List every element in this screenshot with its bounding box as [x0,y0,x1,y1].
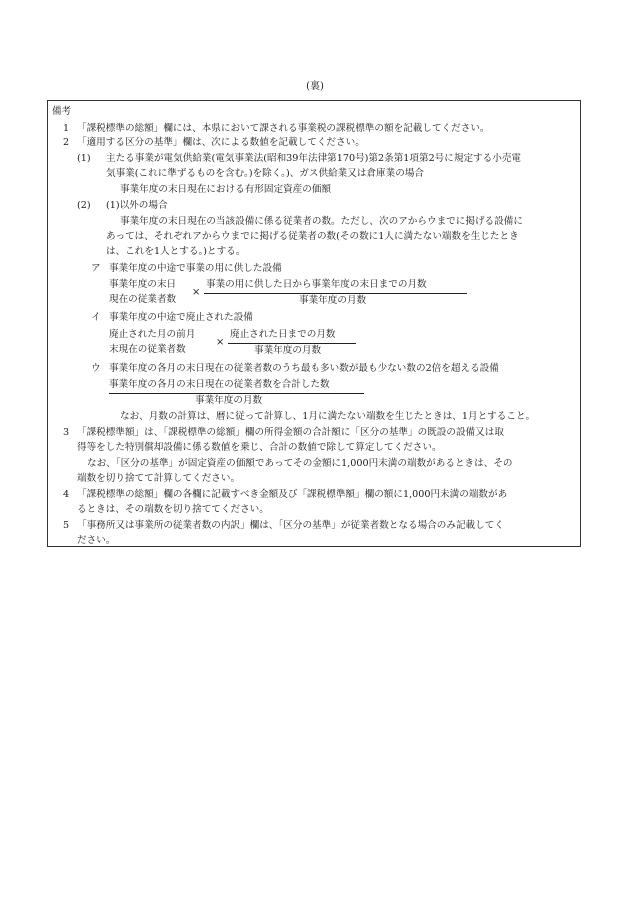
sub-2-text: あっては、それぞれアからウまでに掲げる従業者の数(その数に1人に満たない端数を生じたとき [106,231,519,242]
remarks-heading: 備考 [52,106,72,117]
formula-i-denominator: 事業年度の月数 [254,345,322,356]
sub-number: (2) [77,200,91,211]
formula-i-numerator: 廃止された日までの月数 [230,329,336,340]
sub-1-text: 事業年度の末日現在における有形固定資産の価額 [120,184,332,195]
sub-number: (1) [77,153,91,164]
case-a-text: 事業年度の中途で事業の用に供した設備 [109,263,282,274]
case-mark: ア [91,263,101,274]
case-i-text: 事業年度の中途で廃止された設備 [109,312,253,323]
months-note: なお、月数の計算は、暦に従って計算し、1月に満たない端数を生じたときは、1月とすること。 [120,411,536,422]
remarks-box [47,100,581,547]
item-3-text: 得等をした特別償却設備に係る数値を乗じ、合計の数値で除して算定してください。 [77,442,442,453]
item-number: 3 [63,427,70,438]
formula-i-left: 末現在の従業者数 [109,344,186,355]
sub-1-text: 気事業(これに準ずるものを含む。)を除く。)、ガス供給業又は倉庫業の場合 [106,168,425,179]
item-number: 4 [63,489,70,500]
formula-u-numerator: 事業年度の各月の末日現在の従業者数を合計した数 [109,379,330,390]
item-5-text: 「事務所又は事業所の従業者数の内訳」欄は、「区分の基準」が従業者数となる場合のみ記載してく [77,520,504,531]
formula-u-denominator: 事業年度の月数 [195,395,263,406]
page-label: (裏) [306,81,324,92]
sub-2-heading: (1)以外の場合 [106,200,168,211]
item-number: 1 [63,123,70,134]
case-mark: ウ [91,363,101,374]
sub-2-text: 事業年度の末日現在の当該設備に係る従業者の数。ただし、次のアからウまでに掲げる設備に [120,216,523,227]
item-5-text: ださい。 [77,535,116,546]
item-3-text: なお、「区分の基準」が固定資産の価額であってその金額に1,000円未満の端数があるときは、その [87,458,513,469]
item-3-text: 「課税標準額」は、「課税標準の総額」欄の所得金額の合計額に「区分の基準」の既設の設備又は取 [77,427,504,438]
item-number: 2 [63,137,70,148]
formula-i-left: 廃止された月の前月 [109,329,196,340]
item-number: 5 [63,520,70,531]
sub-2-text: は、これを1人とする。)とする。 [106,246,246,257]
times-symbol: × [216,337,225,348]
formula-a-left: 現在の従業者数 [109,294,177,305]
item-1-text: 「課税標準の総額」欄には、本県において課される事業税の課税標準の額を記載してください。 [77,123,490,134]
case-u-text: 事業年度の各月の末日現在の従業者数のうち最も多い数が最も少ない数の2倍を超える設備 [109,363,499,374]
sub-1-text: 主たる事業が電気供給業(電気事業法(昭和39年法律第170号)第2条第1項第2号に規定する小売電 [106,153,522,164]
item-2-text: 「適用する区分の基準」欄は、次による数値を記載してください。 [77,137,365,148]
formula-a-left: 事業年度の末日 [109,279,177,290]
case-mark: イ [91,312,101,323]
item-4-text: 「課税標準の総額」欄の各欄に記載すべき金額及び「課税標準額」欄の額に1,000円未満の端数があ [77,489,508,500]
item-4-text: るときは、その端数を切り捨ててください。 [77,504,269,515]
times-symbol: × [192,287,201,298]
formula-a-denominator: 事業年度の月数 [299,295,367,306]
formula-a-numerator: 事業の用に供した日から事業年度の末日までの月数 [206,279,427,290]
item-3-text: 端数を切り捨てて計算してください。 [77,473,241,484]
